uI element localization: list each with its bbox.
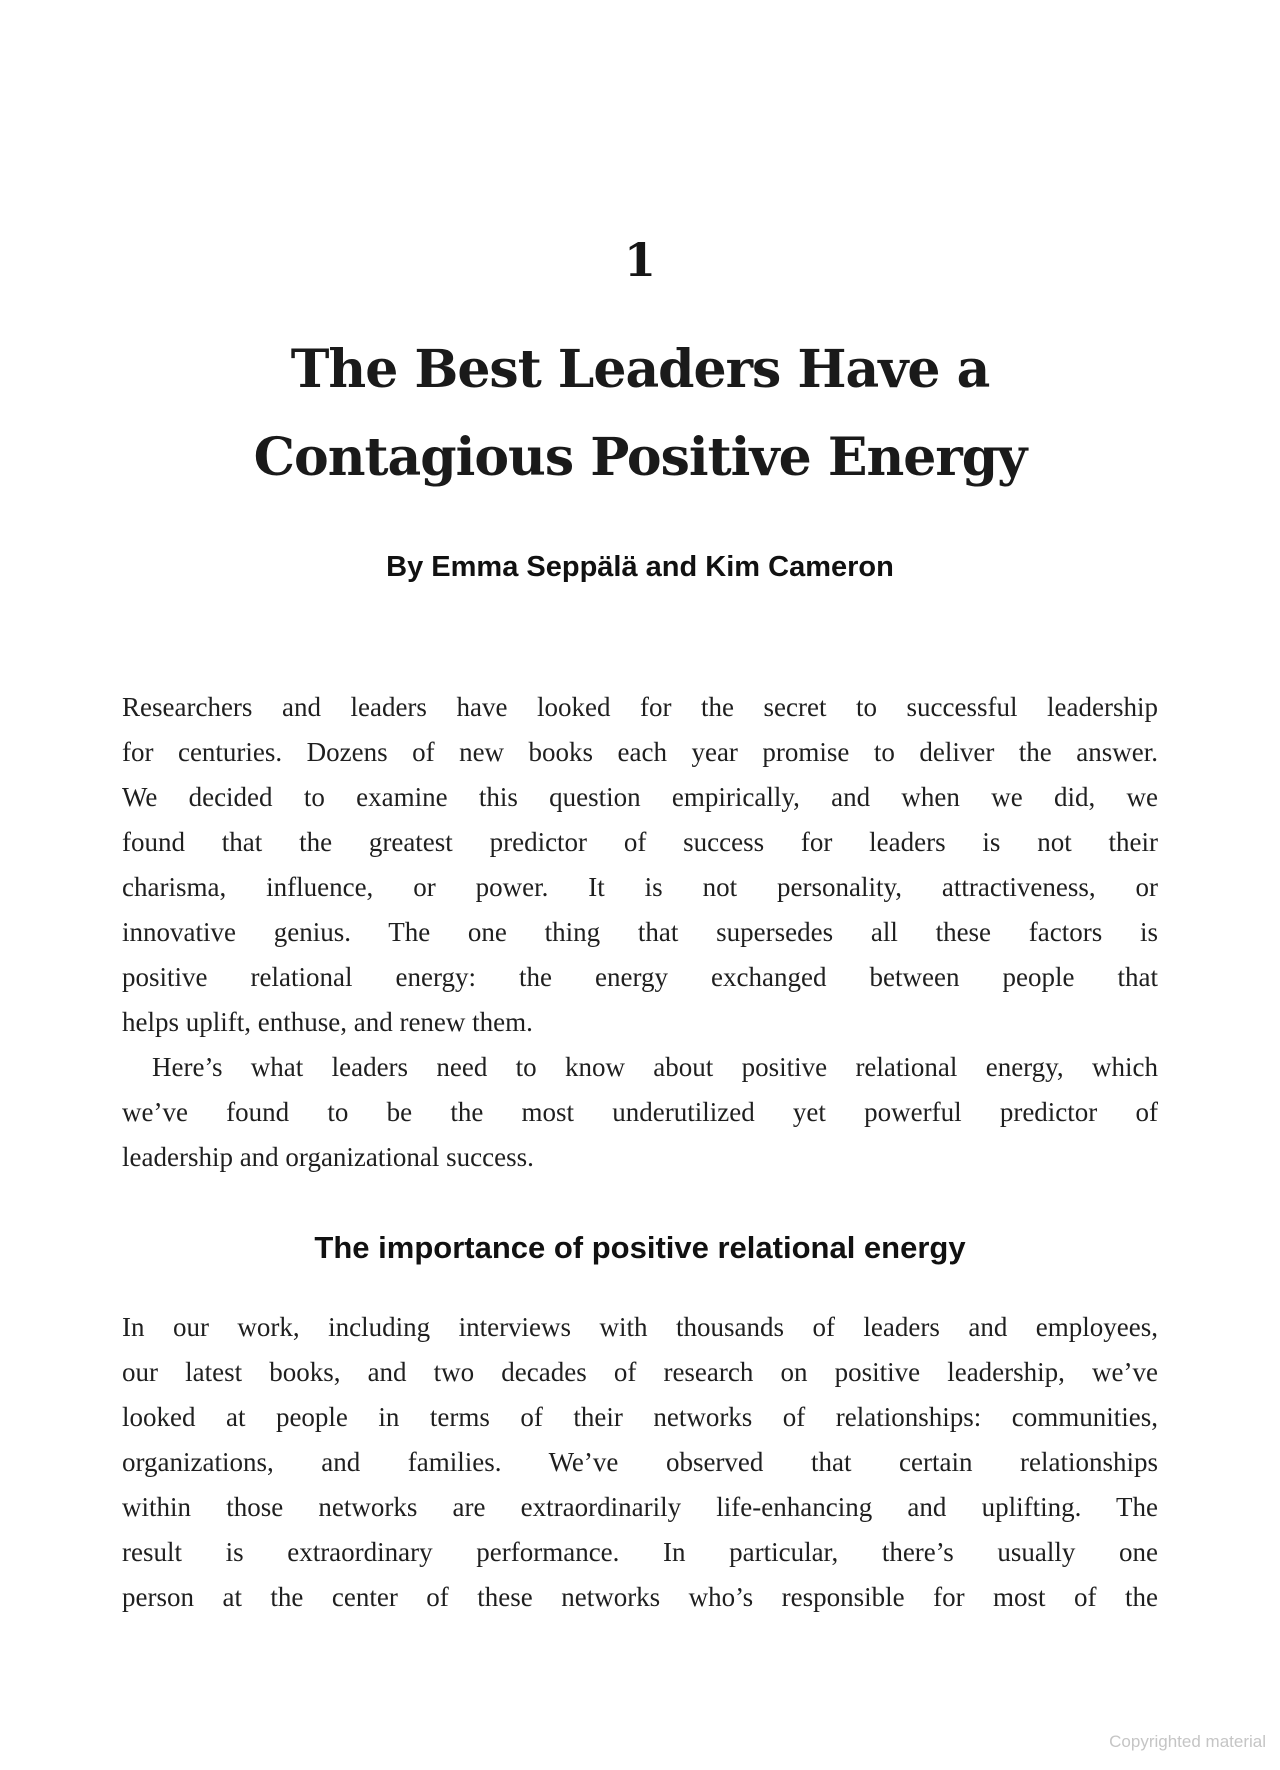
- body-line: result is extraordinary performance. In particular, there’s usually one: [122, 1537, 1158, 1567]
- body-line: leadership and organizational success.: [122, 1142, 534, 1172]
- chapter-title: [0, 326, 1280, 502]
- body-text-top: [122, 685, 1158, 1180]
- body-line: Researchers and leaders have looked for the secret to successful leadership: [122, 692, 1158, 722]
- body-line: we’ve found to be the most underutilized yet powerful predictor of: [122, 1097, 1158, 1127]
- body-text-bottom: [122, 1305, 1158, 1620]
- body-line: organizations, and families. We’ve observed that certain relationships: [122, 1447, 1158, 1477]
- body-line: helps uplift, enthuse, and renew them.: [122, 1007, 533, 1037]
- body-line: our latest books, and two decades of research on positive leadership, we’ve: [122, 1357, 1158, 1387]
- body-line: person at the center of these networks who’s responsible for most of the: [122, 1582, 1158, 1612]
- body-line: In our work, including interviews with thousands of leaders and employees,: [122, 1312, 1158, 1342]
- body-line: Here’s what leaders need to know about positive relational energy, which: [152, 1052, 1158, 1082]
- body-line: within those networks are extraordinarily life-enhancing and uplifting. The: [122, 1492, 1158, 1522]
- body-line: We decided to examine this question empirically, and when we did, we: [122, 782, 1158, 812]
- body-line: innovative genius. The one thing that supersedes all these factors is: [122, 917, 1158, 947]
- body-line: charisma, influence, or power. It is not personality, attractiveness, or: [122, 872, 1158, 902]
- byline: By Emma Seppälä and Kim Cameron: [386, 551, 894, 583]
- body-line: for centuries. Dozens of new books each year promise to deliver the answer.: [122, 737, 1158, 767]
- chapter-number: 1: [623, 233, 656, 287]
- body-line: found that the greatest predictor of success for leaders is not their: [122, 827, 1158, 857]
- copyright-notice: Copyrighted material: [1109, 1732, 1266, 1751]
- body-line: positive relational energy: the energy exchanged between people that: [122, 962, 1158, 992]
- chapter-title-line-2: Contagious Positive Energy: [253, 427, 1027, 488]
- section-heading: The importance of positive relational energy: [314, 1230, 966, 1265]
- body-line: looked at people in terms of their networks of relationships: communities,: [122, 1402, 1158, 1432]
- chapter-title-line-1: The Best Leaders Have a: [290, 339, 990, 400]
